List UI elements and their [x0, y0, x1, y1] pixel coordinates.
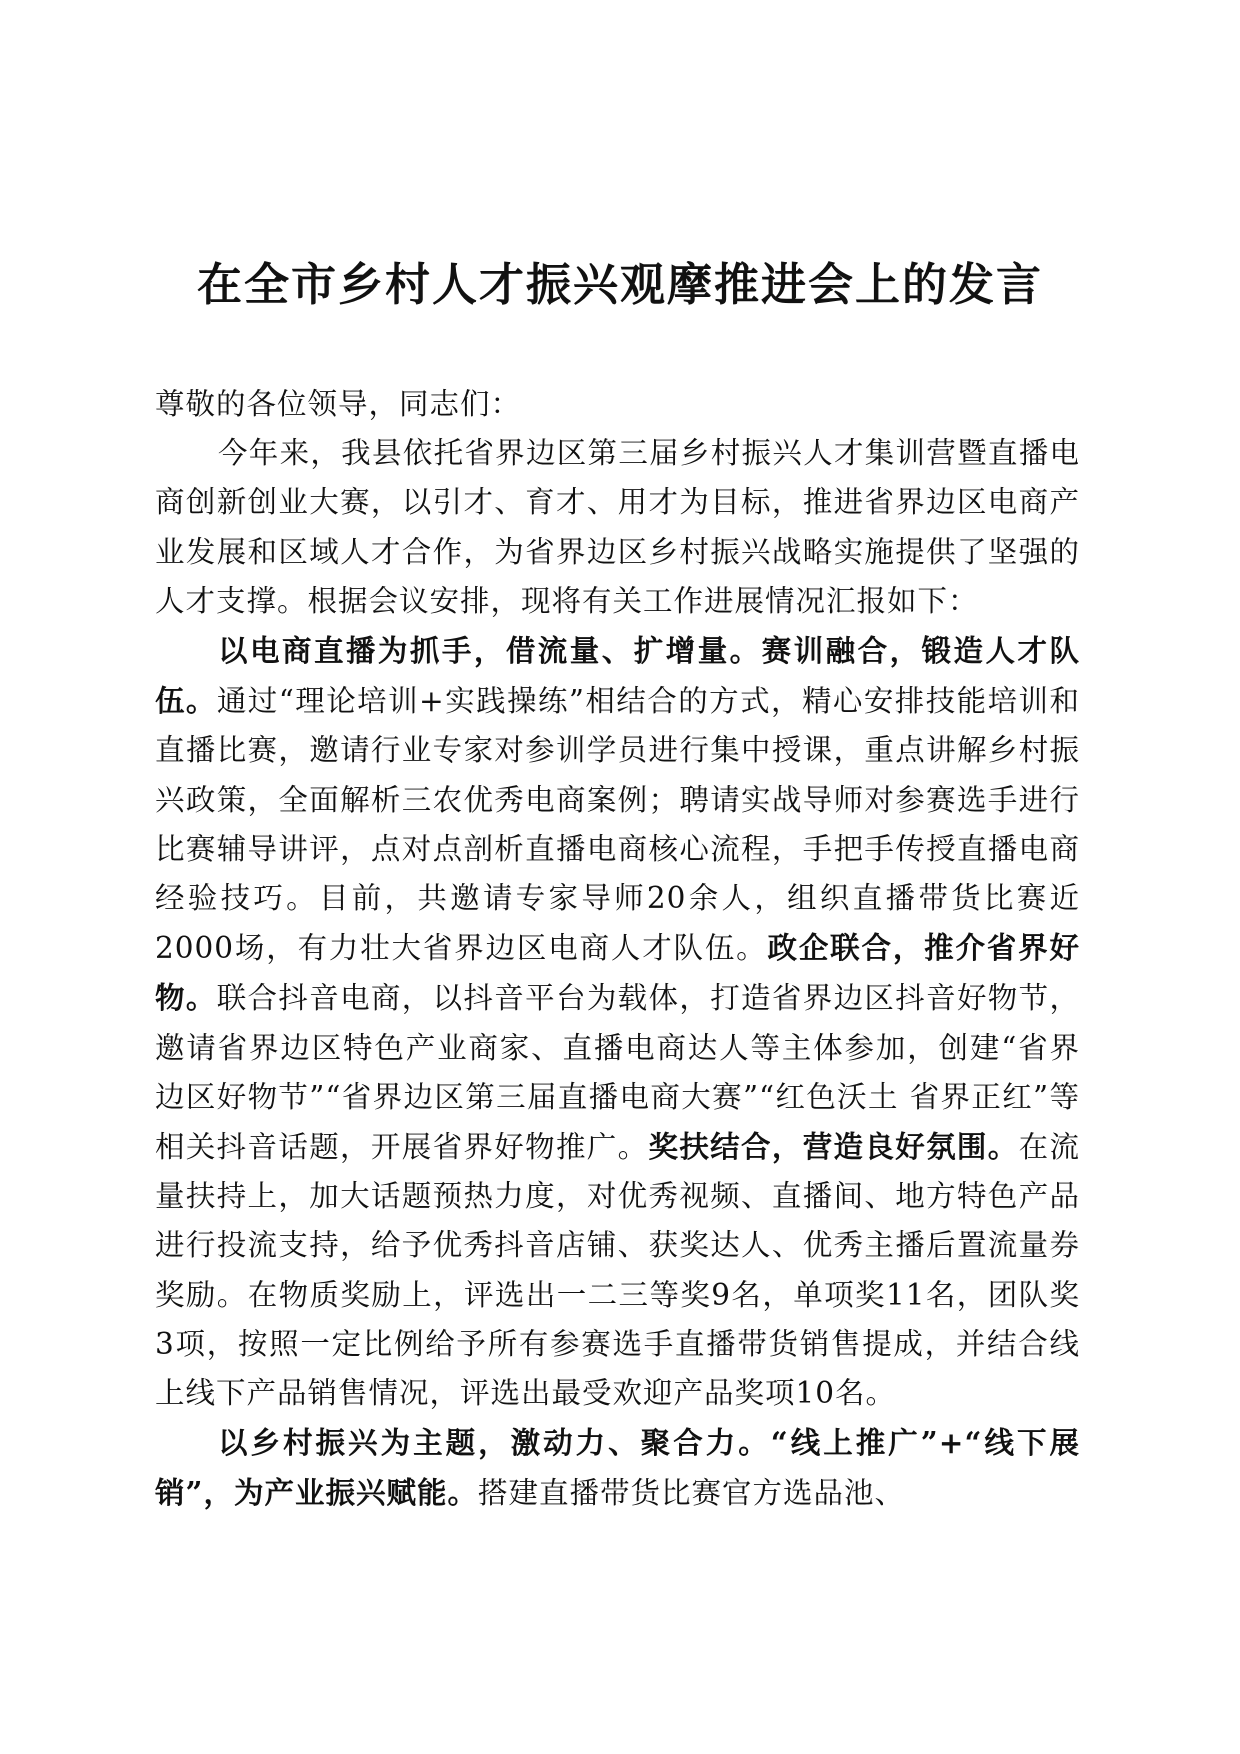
page-title: 在全市乡村人才振兴观摩推进会上的发言: [196, 258, 1043, 311]
section-1-sub-2-title: 政企联合，推介省界好物。: [155, 930, 1080, 1016]
intro-paragraph: 今年来，我县依托省界边区第三届乡村振兴人才集训营暨直播电商创新创业大赛，以引才、育才、用才为目标，推进省界边区电商产业发展和区域人才合作，为省界边区乡村振兴战略实施提供了坚强的人才支撑。根据会议安排，现将有关工作进展情况汇报如下：: [155, 436, 1080, 618]
section-2-sub-1-title: “线上推广”+“线下展销”，为产业振兴赋能。: [155, 1425, 1080, 1511]
document-body: [155, 380, 1080, 1519]
section-1-sub-2-text: 联合抖音电商，以抖音平台为载体，打造省界边区抖音好物节，邀请省界边区特色产业商家、直播电商达人等主体参加，创建“省界边区好物节”“省界边区第三届直播电商大赛”“红色沃土 省界正红”等相关抖音话题，开展省界好物推广。: [155, 981, 1080, 1165]
section-1-sub-3-title: 奖扶结合，营造良好氛围。: [648, 1129, 1019, 1165]
section-1-sub-1-title: 赛训融合，锻造人才队伍。: [155, 633, 1080, 719]
section-2-paragraph: [155, 1418, 1080, 1518]
section-1-sub-1-text: 通过“理论培训+实践操练”相结合的方式，精心安排技能培训和直播比赛，邀请行业专家对参训学员进行集中授课，重点讲解乡村振兴政策，全面解析三农优秀电商案例；聘请实战导师对参赛选手进行比赛辅导讲评，点对点剖析直播电商核心流程，手把手传授直播电商经验技巧。目前，共邀请专家导师20余人，组织直播带货比赛近2000场，有力壮大省界边区电商人才队伍。: [155, 684, 1080, 966]
section-2-heading: 以乡村振兴为主题，激动力、聚合力。: [218, 1425, 771, 1461]
greeting: 尊敬的各位领导，同志们：: [155, 387, 522, 421]
section-1-heading: 以电商直播为抓手，借流量、扩增量。: [218, 633, 762, 669]
section-1-paragraph: [155, 626, 1080, 1418]
section-2-sub-1-text: 搭建直播带货比赛官方选品池、: [477, 1476, 905, 1511]
section-1-sub-3-text: 在流量扶持上，加大话题预热力度，对优秀视频、直播间、地方特色产品进行投流支持，给予优秀抖音店铺、获奖达人、优秀主播后置流量券奖励。在物质奖励上，评选出一二三等奖9名，单项奖11名，团队奖3项，按照一定比例给予所有参赛选手直播带货销售提成，并结合线上线下产品销售情况，评选出最受欢迎产品奖项10名。: [155, 1130, 1080, 1411]
